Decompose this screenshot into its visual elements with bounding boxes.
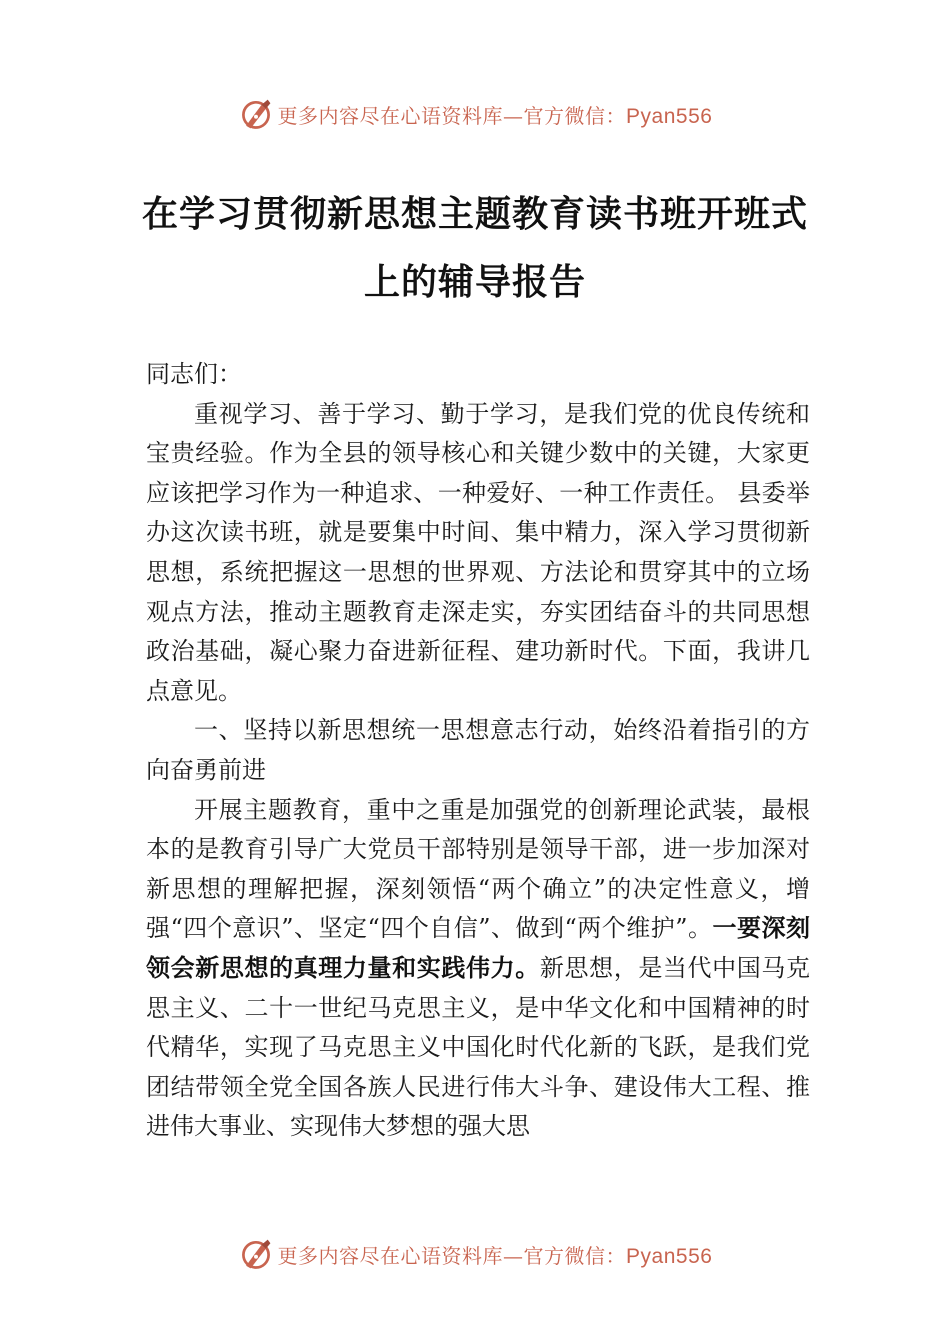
footer-banner (0, 1232, 950, 1276)
banner-text: 更多内容尽在心语资料库—官方微信：Pyan556 (277, 1243, 713, 1268)
section-heading-1: 一、坚持以新思想统一思想意志行动，始终沿着指引的方向奋勇前进 (146, 716, 810, 784)
paragraph-section-1 (146, 791, 810, 1147)
header-banner (0, 92, 950, 136)
document-body (146, 355, 810, 1147)
banner-text: 更多内容尽在心语资料库—官方微信：Pyan556 (277, 103, 713, 128)
pen-nib-logo-icon (238, 1236, 274, 1272)
paragraph-section-1-start: 开展主题教育，重中之重是加强党的创新理论武装，最根本的是教育引导广大党员干部特别是领导干部，进一步加深对新思想的理解把握，深刻领悟“两个确立”的决定性意义，增强“四个意识”、坚定“四个自信”、做到“两个维护”。 (146, 795, 810, 943)
salutation: 同志们： (146, 360, 242, 388)
document-title (0, 180, 950, 316)
wechat-id: Pyan556 (626, 104, 713, 128)
emphasis-point-1: 一要深刻领会新思想的真理力量和实践伟力。 (146, 915, 811, 982)
paragraph-intro: 重视学习、善于学习、勤于学习，是我们党的优良传统和宝贵经验。作为全县的领导核心和关键少数中的关键，大家更应该把学习作为一种追求、一种爱好、一种工作责任。 县委举办这次读书班，就是要集中时间、集中精力，深入学习贯彻新思想，系统把握这一思想的世界观、方法论和贯穿其中的立场观点方法，推动主题教育走深走实，夯实团结奋斗的共同思想政治基础，凝心聚力奋进新征程、建功新时代。下面，我讲几点意见。 (146, 399, 810, 705)
title-line-1: 在学习贯彻新思想主题教育读书班开班式 (141, 193, 808, 235)
wechat-id: Pyan556 (626, 1244, 713, 1268)
title-line-2: 上的辅导报告 (363, 261, 586, 303)
pen-nib-logo-icon (238, 96, 274, 132)
paragraph-section-1-rest: 新思想，是当代中国马克思主义、二十一世纪马克思主义，是中华文化和中国精神的时代精华，实现了马克思主义中国化时代化新的飞跃，是我们党团结带领全党全国各族人民进行伟大斗争、建设伟大工程、推进伟大事业、实现伟大梦想的强大思 (146, 953, 811, 1141)
